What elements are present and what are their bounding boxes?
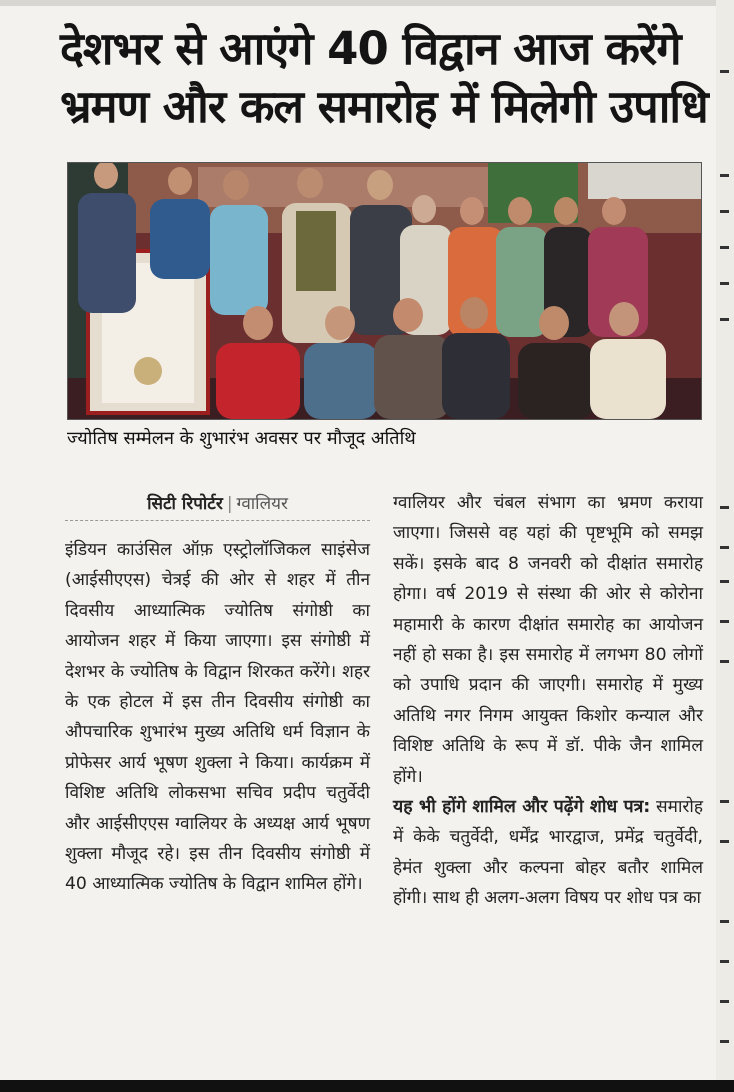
byline (65, 488, 370, 521)
column-2-paragraph-2-text: समारोह में केके चतुर्वेदी, धर्मेंद्र भारद्वाज, प्रमेंद्र चतुर्वेदी, हेमंत शुक्ला और कल्पना बोहर बतौर शामिल होंगी। साथ ही अलग-अलग विषय पर शोध पत्र का (393, 797, 704, 909)
article-column-1 (65, 488, 370, 900)
event-photo (67, 162, 702, 420)
byline-separator: | (226, 494, 233, 514)
subheading: यह भी होंगे शामिल और पढ़ेंगे शोध पत्र: (393, 797, 651, 818)
headline-line-2: भ्रमण और कल समारोह में मिलेगी उपाधि (60, 80, 708, 133)
column-1-body: इंडियन काउंसिल ऑफ़ एस्ट्रोलॉजिकल साइंसेज (आईसीएएस) चेत्रई की ओर से शहर में तीन दिवसीय आध्यात्मिक ज्योतिष संगोष्ठी का आयोजन शहर में किया जाएगा। इस संगोष्ठी में देशभर के ज्योतिष के विद्वान शिरकत करेंगे। शहर के एक होटल में इस तीन दिवसीय संगोष्ठी का औपचारिक शुभारंभ मुख्य अतिथि धर्म विज्ञान के प्रोफेसर आर्य भूषण शुक्ला ने किया। कार्यक्रम में विशिष्ट अतिथि लोकसभा सचिव प्रदीप चतुर्वेदी और आईसीएएस ग्वालियर के अध्यक्ष आर्य भूषण शुक्ला मौजूद रहे। इस तीन दिवसीय संगोष्ठी में 40 आध्यात्मिक ज्योतिष के विद्वान शामिल होंगे। (65, 540, 370, 895)
byline-city: ग्वालियर (236, 494, 288, 514)
page-top-edge (0, 0, 734, 6)
event-photo-illustration (68, 163, 701, 419)
article-column-2 (393, 488, 703, 914)
bottom-edge-bar (0, 1080, 734, 1092)
adjacent-article-strip (716, 0, 734, 1092)
byline-reporter: सिटी रिपोर्टर (147, 494, 223, 514)
column-2-paragraph-1: ग्वालियर और चंबल संभाग का भ्रमण कराया जाएगा। जिससे वह यहां की पृष्टभूमि को समझ सकें। इसके बाद 8 जनवरी को दीक्षांत समारोह होगा। वर्ष 2019 से संस्था की ओर से कोरोना महामारी के कारण दीक्षांत समारोह का आयोजन नहीं हो सका है। इस समारोह में लगभग 80 लोगों को उपाधि प्रदान की जाएगी। समारोह में मुख्य अतिथि नगर निगम आयुक्त किशोर कन्याल और विशिष्ट अतिथि के रूप में डॉ. पीके जैन शामिल होंगे। (393, 493, 703, 787)
column-2-paragraph-2 (393, 792, 703, 914)
headline (60, 20, 710, 136)
photo-caption: ज्योतिष सम्मेलन के शुभारंभ अवसर पर मौजूद अतिथि (67, 428, 416, 449)
headline-line-1: देशभर से आएंगे 40 विद्वान आज करेंगे (60, 22, 681, 75)
